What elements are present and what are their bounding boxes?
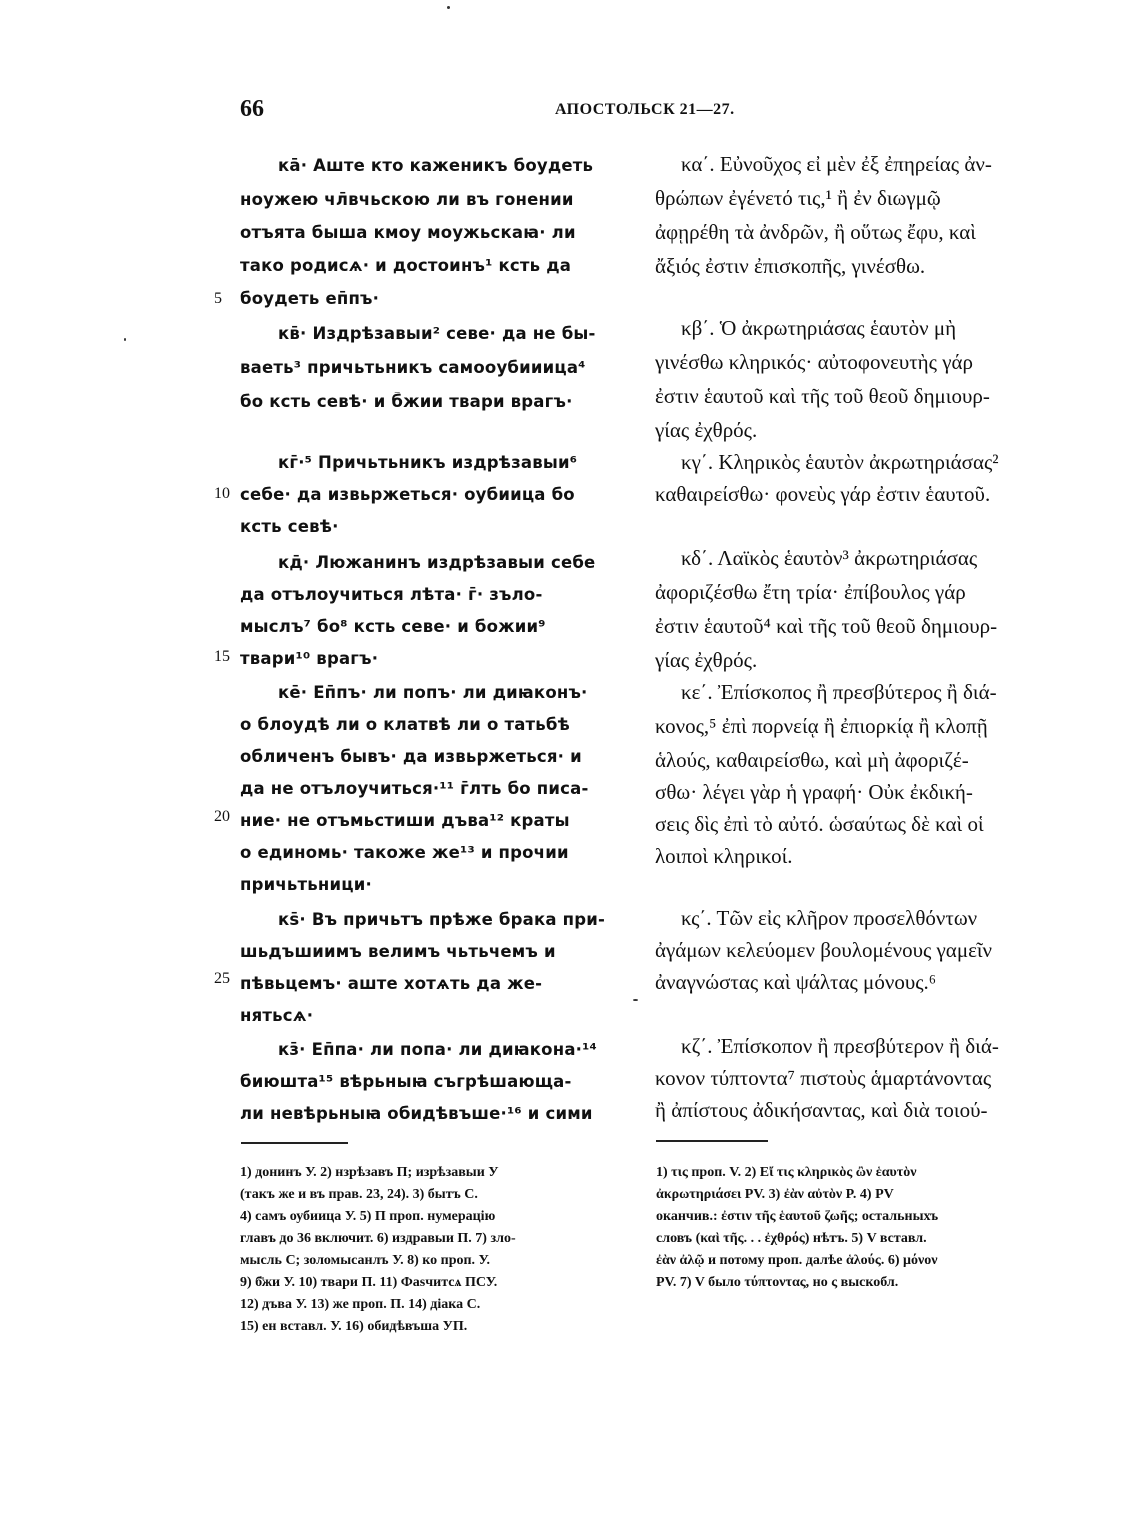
- footnote-line: 15) ен вставл. У. 16) обидѣвъша УП.: [240, 1319, 468, 1334]
- footnote-line: PV. 7) V было τύπτοντας, но ς выскобл.: [656, 1275, 899, 1290]
- footnote-line: ἀκρωτηριάσει PV. 3) ἐὰν αὐτὸν P. 4) PV: [656, 1187, 894, 1202]
- greek-line: ἀγάμων κελεύομεν βουλομένους γαμεῖν: [655, 938, 993, 962]
- slavonic-line: ли невѣрьныꙗ обидѣвъше·¹⁶ и сими: [240, 1104, 593, 1123]
- slavonic-line: боудеть еп̄пъ·: [240, 289, 380, 308]
- slavonic-line: отъята быша кмоу моужьскаꙗ· ли: [240, 223, 576, 242]
- footnote-line: 12) дъва У. 13) же проп. П. 14) дiака С.: [240, 1297, 481, 1312]
- slavonic-line: пѣвьцемъ· аште хотѧть да же-: [240, 974, 543, 993]
- slavonic-line: да не отълоучиться·¹¹ г̄лть бо писа-: [240, 779, 589, 798]
- greek-line: ἐστιν ἑαυτοῦ⁴ καὶ τῆς τοῦ θεοῦ δημιουρ-: [655, 614, 998, 638]
- footnote-line: 1) τις проп. V. 2) Εἴ τις κληρικὸς ὢν ἑαυτὸν: [656, 1165, 917, 1180]
- greek-line: γίας ἐχθρός.: [655, 418, 758, 442]
- slavonic-line: кв̄· Издрѣзавыи² севе· да не бы-: [278, 324, 596, 343]
- slavonic-line: ке̄· Еп̄пъ· ли попъ· ли диꙗконъ·: [278, 683, 588, 702]
- greek-line: κζ΄. Ἐπίσκοπον ἢ πρεσβύτερον ἢ διά-: [681, 1034, 999, 1058]
- page-number: 66: [240, 96, 264, 122]
- slavonic-line: нятьсѧ·: [240, 1006, 314, 1025]
- footnote-line: 1) донинъ У. 2) нзрѣзавъ П; изрѣзавыи У: [240, 1165, 499, 1180]
- greek-line: σθω· λέγει γὰρ ἡ γραφή· Οὐκ ἐκδική-: [655, 780, 973, 804]
- slavonic-line: кг̄·⁵ Причьтьникъ издрѣзавыи⁶: [278, 453, 578, 472]
- slavonic-line: да отълоучиться лѣта· г̄· зъло-: [240, 585, 543, 604]
- scan-speck: [124, 338, 126, 341]
- slavonic-line: биюшта¹⁵ вѣрьныꙗ съгрѣшающа-: [240, 1072, 572, 1091]
- greek-line: κε΄. Ἐπίσκοπος ἢ πρεσβύτερος ἢ διά-: [681, 680, 997, 704]
- greek-line: ἀφῃρέθη τὰ ἀνδρῶν, ἢ οὕτως ἔφυ, καὶ: [655, 220, 976, 244]
- greek-line: ἀφοριζέσθω ἔτη τρία· ἐπίβουλος γάρ: [655, 580, 966, 604]
- greek-line: θρώπων ἐγένετό τις,¹ ἢ ἐν διωγμῷ: [655, 186, 941, 210]
- greek-line: γίας ἐχθρός.: [655, 648, 758, 672]
- slavonic-line: шьдъшиимъ велимъ чьтьчемъ и: [240, 942, 556, 961]
- greek-line: κονον τύπτοντα⁷ πιστοὺς ἁμαρτάνοντας: [655, 1066, 992, 1090]
- scan-speck: [633, 999, 638, 1001]
- greek-line: κς΄. Τῶν εἰς κλῆρον προσελθόντων: [681, 906, 978, 930]
- footnote-line: главъ до 36 включит. 6) издравыи П. 7) зло-: [240, 1231, 516, 1246]
- footnote-line: оканчив.: ἐστιν τῆς ἑαυτοῦ ζωῆς; остальныхъ: [656, 1209, 939, 1224]
- greek-line: κδ΄. Λαϊκὸς ἑαυτὸν³ ἀκρωτηριάσας: [681, 546, 978, 570]
- footnotes-slavonic: [240, 1162, 630, 1338]
- line-number: 5: [214, 290, 222, 307]
- slavonic-line: тако родисѧ· и достоинъ¹ ксть да: [240, 256, 572, 275]
- line-number: 25: [214, 970, 230, 987]
- greek-line: κα΄. Εὐνοῦχος εἰ μὲν ἐξ ἐπηρείας ἀν-: [681, 152, 992, 176]
- greek-line: ἐστιν ἑαυτοῦ καὶ τῆς τοῦ θεοῦ δημιουρ-: [655, 384, 990, 408]
- slavonic-line: ние· не отъмьстиши дъва¹² краты: [240, 811, 570, 830]
- greek-line: κβ΄. Ὁ ἀκρωτηριάσας ἑαυτὸν μὴ: [681, 316, 957, 340]
- slavonic-line: о блоудѣ ли о клатвѣ ли о татьбѣ: [240, 715, 570, 734]
- line-number: 10: [214, 485, 230, 502]
- slavonic-line: ксть севѣ·: [240, 517, 339, 536]
- line-number: 15: [214, 648, 230, 665]
- footnote-line: мысль С; золомысанлъ У. 8) ко проп. У.: [240, 1253, 491, 1268]
- greek-line: ἄξιός ἐστιν ἐπισκοπῆς, γινέσθω.: [655, 254, 926, 278]
- greek-line: ἀναγνώστας καὶ ψάλτας μόνους.⁶: [655, 970, 937, 994]
- slavonic-line: твари¹⁰ врагъ·: [240, 649, 379, 668]
- footnote-line: 4) самъ оубиица У. 5) П проп. нумерацію: [240, 1209, 496, 1224]
- greek-line: γινέσθω κληρικός· αὐτοφονευτὴς γάρ: [655, 350, 973, 374]
- slavonic-line: кā· Аште кто каженикъ боудеть: [278, 156, 594, 175]
- greek-line: ἁλούς, καθαιρείσθω, καὶ μὴ ἀφοριζέ-: [655, 748, 969, 772]
- line-number: 20: [214, 808, 230, 825]
- greek-line: σεις δὶς ἐπὶ τὸ αὐτό. ὡσαύτως δὲ καὶ οἱ: [655, 812, 984, 836]
- footnote-line: 9) б̄жи У. 10) твари П. 11) Фаѕчитсѧ ПСУ.: [240, 1275, 498, 1290]
- footnotes-greek: [656, 1162, 1048, 1294]
- slavonic-line: причьтьници·: [240, 875, 372, 894]
- slavonic-line: кѕ̄· Въ причьтъ прѣже брака при-: [278, 910, 606, 929]
- scan-speck: [447, 6, 450, 9]
- slavonic-line: ваеть³ причьтьникъ самооубииица⁴: [240, 358, 586, 377]
- slavonic-line: бо ксть севѣ· и б̄жии твари врагъ·: [240, 392, 573, 411]
- greek-line: καθαιρείσθω· φονεὺς γάρ ἐστιν ἑαυτοῦ.: [655, 482, 991, 506]
- running-head: АПОСТОЛЬСК 21—27.: [555, 101, 735, 118]
- footnote-line: (такъ же и въ прав. 23, 24). 3) бытъ С.: [240, 1187, 478, 1202]
- greek-line: κγ΄. Κληρικὸς ἑαυτὸν ἀκρωτηριάσας²: [681, 450, 999, 474]
- slavonic-line: мыслъ⁷ бо⁸ ксть севе· и божии⁹: [240, 617, 546, 636]
- greek-line: κονος,⁵ ἐπὶ πορνείᾳ ἢ ἐπιορκίᾳ ἢ κλοπῇ: [655, 714, 988, 738]
- footnote-rule-right: [656, 1140, 768, 1142]
- slavonic-line: кз̄· Еп̄па· ли попа· ли диꙗкона·¹⁴: [278, 1040, 597, 1059]
- footnote-line: словъ (καὶ τῆς. . . ἐχθρός) нѣтъ. 5) V вставл.: [656, 1231, 927, 1246]
- slavonic-line: обличенъ бывъ· да извьржеться· и: [240, 747, 582, 766]
- footnote-line: ἐὰν ἀλῷ и потому проп. далѣе ἁλούς. 6) μόνον: [656, 1253, 938, 1268]
- greek-line: ἢ ἀπίστους ἀδικήσαντας, καὶ διὰ τοιού-: [655, 1098, 988, 1122]
- greek-line: λοιποὶ κληρικοί.: [655, 844, 793, 868]
- footnote-rule-left: [241, 1142, 348, 1144]
- slavonic-line: себе· да извьржеться· оубиица бо: [240, 485, 575, 504]
- slavonic-line: кд̄· Люжанинъ издрѣзавыи себе: [278, 553, 596, 572]
- slavonic-line: ноужею чл̄вчьскою ли въ гонении: [240, 190, 574, 209]
- slavonic-line: о единомь· такоже же¹³ и прочии: [240, 843, 569, 862]
